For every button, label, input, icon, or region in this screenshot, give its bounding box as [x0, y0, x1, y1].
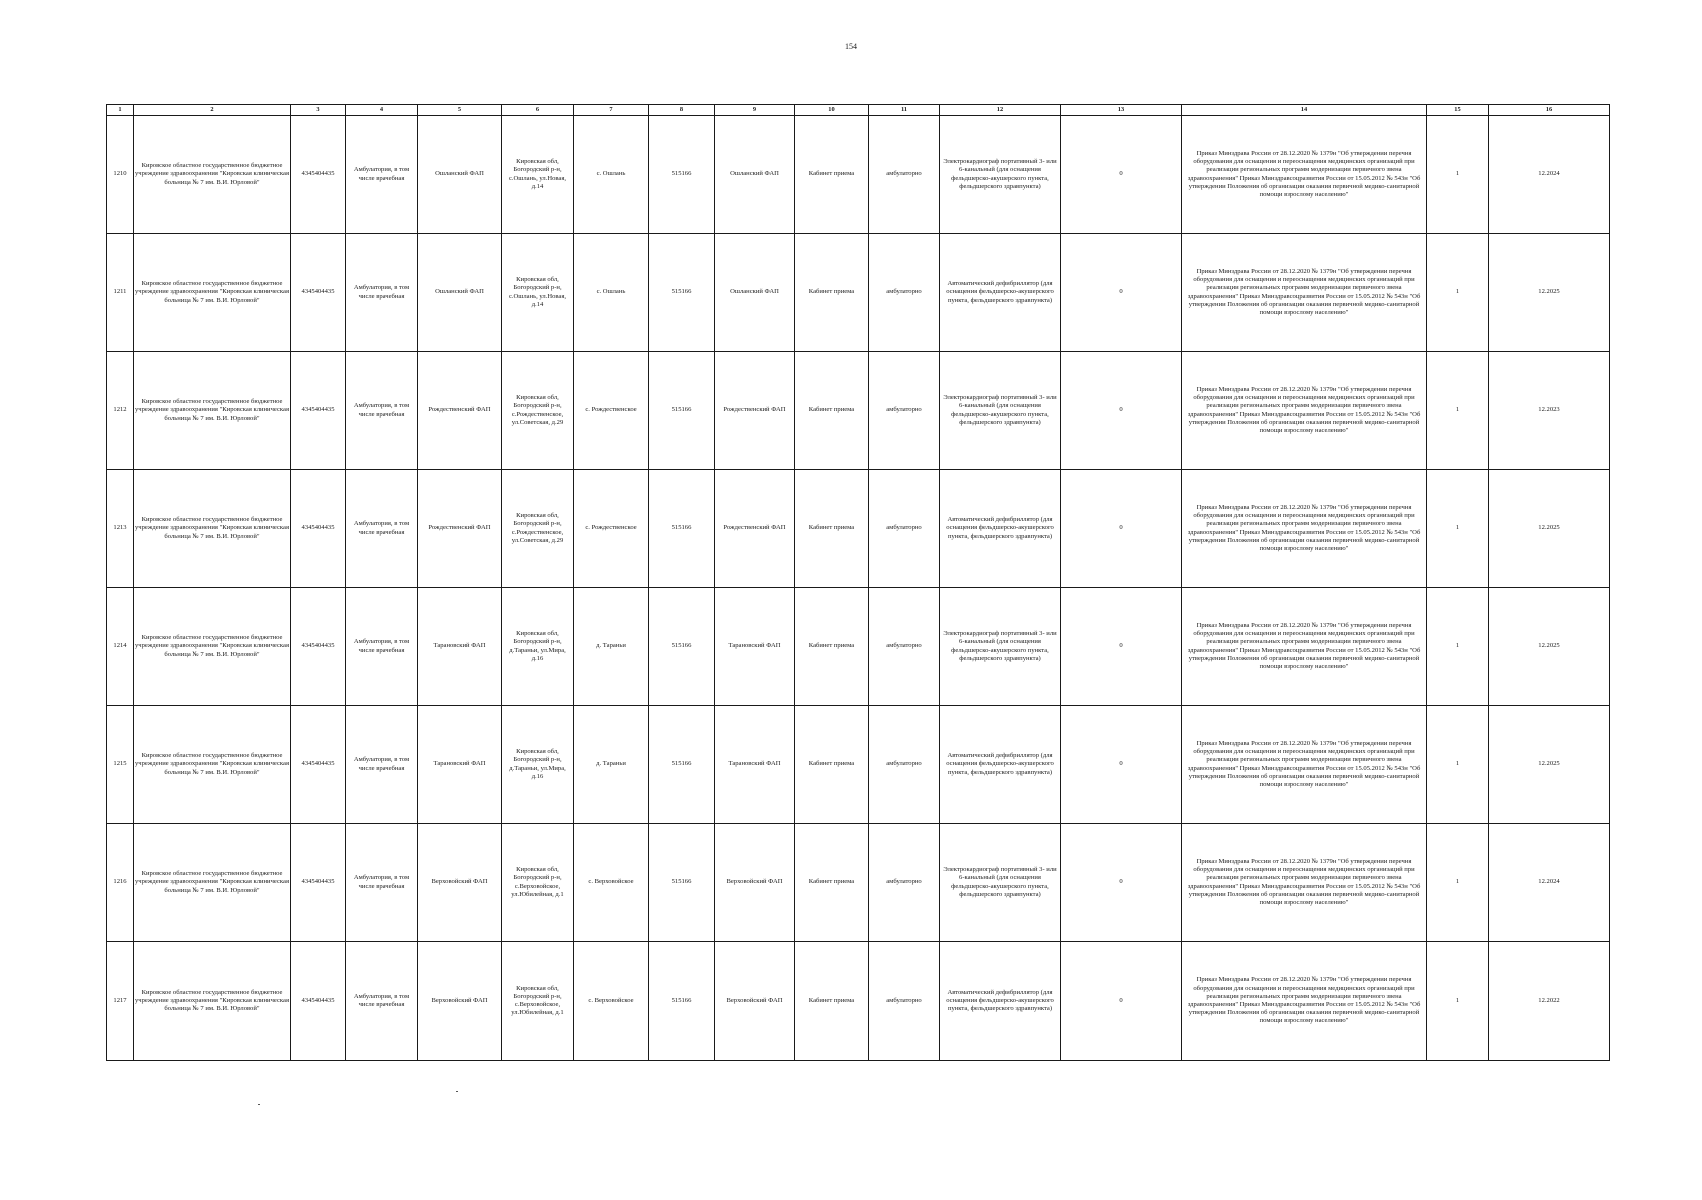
header-cell: 10: [795, 105, 869, 116]
code-cell: 515166: [649, 234, 715, 352]
unit-type-cell: Амбулатория, в том числе врачебная: [346, 588, 418, 706]
code-cell: 515166: [649, 706, 715, 824]
organization-cell: Кировское областное государственное бюджетное учреждение здравоохранения "Кировская клиническая больница № 7 им. В.И. Юрловой": [134, 588, 291, 706]
equipment-registry-table: [106, 104, 1610, 1061]
equipment-cell: Автоматический дефибриллятор (для оснащения фельдшерско-акушерского пункта, фельдшерского здравпункта): [940, 942, 1061, 1061]
header-cell: 16: [1489, 105, 1610, 116]
equipment-cell: Электрокардиограф портативный 3- или 6-канальный (для оснащения фельдшерско-акушерского пункта, фельдшерского здравпункта): [940, 352, 1061, 470]
header-cell: 15: [1427, 105, 1489, 116]
inn-cell: 4345404435: [291, 352, 346, 470]
inn-cell: 4345404435: [291, 706, 346, 824]
table-row: [107, 824, 1610, 942]
required-qty-cell: 1: [1427, 706, 1489, 824]
room-cell: Кабинет приема: [795, 824, 869, 942]
equipment-cell: Электрокардиограф портативный 3- или 6-канальный (для оснащения фельдшерско-акушерского пункта, фельдшерского здравпункта): [940, 588, 1061, 706]
care-form-cell: амбулаторно: [869, 234, 940, 352]
care-form-cell: амбулаторно: [869, 116, 940, 234]
header-cell: 4: [346, 105, 418, 116]
header-cell: 8: [649, 105, 715, 116]
unit-name-cell: Верховойский ФАП: [418, 942, 502, 1061]
legal-basis-cell: Приказ Минздрава России от 28.12.2020 № 1379н "Об утверждении перечня оборудования для оснащения и переоснащения медицинских организаций при реализации региональных программ модернизации первичного звена здравоохранения" Приказ Минздравсоцразвития России от 15.05.2012 № 543н "Об утверждении Положения об организации оказания первичной медико-санитарной помощи взрослому населению": [1182, 824, 1427, 942]
unit-type-cell: Амбулатория, в том числе врачебная: [346, 706, 418, 824]
header-cell: 3: [291, 105, 346, 116]
table-row: [107, 942, 1610, 1061]
inn-cell: 4345404435: [291, 470, 346, 588]
settlement-cell: с. Верховойское: [574, 824, 649, 942]
room-cell: Кабинет приема: [795, 234, 869, 352]
settlement-cell: с. Ошлань: [574, 234, 649, 352]
table-row: [107, 234, 1610, 352]
subdivision-cell: Верховойский ФАП: [715, 942, 795, 1061]
equipment-cell: Автоматический дефибриллятор (для оснащения фельдшерско-акушерского пункта, фельдшерского здравпункта): [940, 470, 1061, 588]
unit-type-cell: Амбулатория, в том числе врачебная: [346, 234, 418, 352]
address-cell: Кировская обл, Богородский р-н, с.Верховойское, ул.Юбилейная, д.1: [502, 824, 574, 942]
organization-cell: Кировское областное государственное бюджетное учреждение здравоохранения "Кировская клиническая больница № 7 им. В.И. Юрловой": [134, 470, 291, 588]
header-row: [107, 105, 1610, 116]
required-qty-cell: 1: [1427, 470, 1489, 588]
code-cell: 515166: [649, 942, 715, 1061]
unit-type-cell: Амбулатория, в том числе врачебная: [346, 352, 418, 470]
row-number-cell: 1210: [107, 116, 134, 234]
required-qty-cell: 1: [1427, 234, 1489, 352]
table-row: [107, 706, 1610, 824]
address-cell: Кировская обл, Богородский р-н, д.Тараньи, ул.Мира, д.16: [502, 588, 574, 706]
legal-basis-cell: Приказ Минздрава России от 28.12.2020 № 1379н "Об утверждении перечня оборудования для оснащения и переоснащения медицинских организаций при реализации региональных программ модернизации первичного звена здравоохранения" Приказ Минздравсоцразвития России от 15.05.2012 № 543н "Об утверждении Положения об организации оказания первичной медико-санитарной помощи взрослому населению": [1182, 234, 1427, 352]
header-cell: 7: [574, 105, 649, 116]
subdivision-cell: Тарановский ФАП: [715, 588, 795, 706]
date-cell: 12.2024: [1489, 116, 1610, 234]
available-qty-cell: 0: [1061, 588, 1182, 706]
address-cell: Кировская обл, Богородский р-н, д.Тараньи, ул.Мира, д.16: [502, 706, 574, 824]
table-row: [107, 588, 1610, 706]
header-cell: 14: [1182, 105, 1427, 116]
header-cell: 1: [107, 105, 134, 116]
legal-basis-cell: Приказ Минздрава России от 28.12.2020 № 1379н "Об утверждении перечня оборудования для оснащения и переоснащения медицинских организаций при реализации региональных программ модернизации первичного звена здравоохранения" Приказ Минздравсоцразвития России от 15.05.2012 № 543н "Об утверждении Положения об организации оказания первичной медико-санитарной помощи взрослому населению": [1182, 706, 1427, 824]
row-number-cell: 1211: [107, 234, 134, 352]
subdivision-cell: Рождественский ФАП: [715, 352, 795, 470]
settlement-cell: с. Рождественское: [574, 352, 649, 470]
organization-cell: Кировское областное государственное бюджетное учреждение здравоохранения "Кировская клиническая больница № 7 им. В.И. Юрловой": [134, 116, 291, 234]
header-cell: 2: [134, 105, 291, 116]
code-cell: 515166: [649, 824, 715, 942]
unit-name-cell: Тарановский ФАП: [418, 706, 502, 824]
date-cell: 12.2023: [1489, 352, 1610, 470]
legal-basis-cell: Приказ Минздрава России от 28.12.2020 № 1379н "Об утверждении перечня оборудования для оснащения и переоснащения медицинских организаций при реализации региональных программ модернизации первичного звена здравоохранения" Приказ Минздравсоцразвития России от 15.05.2012 № 543н "Об утверждении Положения об организации оказания первичной медико-санитарной помощи взрослому населению": [1182, 470, 1427, 588]
care-form-cell: амбулаторно: [869, 824, 940, 942]
header-cell: 11: [869, 105, 940, 116]
header-cell: 9: [715, 105, 795, 116]
unit-name-cell: Рождественский ФАП: [418, 470, 502, 588]
settlement-cell: с. Рождественское: [574, 470, 649, 588]
inn-cell: 4345404435: [291, 116, 346, 234]
subdivision-cell: Верховойский ФАП: [715, 824, 795, 942]
page-number: 154: [845, 42, 857, 51]
care-form-cell: амбулаторно: [869, 470, 940, 588]
required-qty-cell: 1: [1427, 824, 1489, 942]
legal-basis-cell: Приказ Минздрава России от 28.12.2020 № 1379н "Об утверждении перечня оборудования для оснащения и переоснащения медицинских организаций при реализации региональных программ модернизации первичного звена здравоохранения" Приказ Минздравсоцразвития России от 15.05.2012 № 543н "Об утверждении Положения об организации оказания первичной медико-санитарной помощи взрослому населению": [1182, 588, 1427, 706]
date-cell: 12.2025: [1489, 588, 1610, 706]
unit-name-cell: Ошланский ФАП: [418, 116, 502, 234]
table-row: [107, 470, 1610, 588]
available-qty-cell: 0: [1061, 824, 1182, 942]
header-cell: 5: [418, 105, 502, 116]
inn-cell: 4345404435: [291, 234, 346, 352]
row-number-cell: 1215: [107, 706, 134, 824]
unit-name-cell: Тарановский ФАП: [418, 588, 502, 706]
row-number-cell: 1217: [107, 942, 134, 1061]
equipment-cell: Электрокардиограф портативный 3- или 6-канальный (для оснащения фельдшерско-акушерского пункта, фельдшерского здравпункта): [940, 116, 1061, 234]
scan-speck: [258, 1104, 260, 1105]
code-cell: 515166: [649, 352, 715, 470]
legal-basis-cell: Приказ Минздрава России от 28.12.2020 № 1379н "Об утверждении перечня оборудования для оснащения и переоснащения медицинских организаций при реализации региональных программ модернизации первичного звена здравоохранения" Приказ Минздравсоцразвития России от 15.05.2012 № 543н "Об утверждении Положения об организации оказания первичной медико-санитарной помощи взрослому населению": [1182, 942, 1427, 1061]
address-cell: Кировская обл, Богородский р-н, с.Верховойское, ул.Юбилейная, д.1: [502, 942, 574, 1061]
row-number-cell: 1213: [107, 470, 134, 588]
date-cell: 12.2025: [1489, 706, 1610, 824]
unit-name-cell: Рождественский ФАП: [418, 352, 502, 470]
header-cell: 6: [502, 105, 574, 116]
required-qty-cell: 1: [1427, 116, 1489, 234]
available-qty-cell: 0: [1061, 234, 1182, 352]
row-number-cell: 1216: [107, 824, 134, 942]
equipment-cell: Автоматический дефибриллятор (для оснащения фельдшерско-акушерского пункта, фельдшерского здравпункта): [940, 234, 1061, 352]
available-qty-cell: 0: [1061, 352, 1182, 470]
care-form-cell: амбулаторно: [869, 942, 940, 1061]
care-form-cell: амбулаторно: [869, 352, 940, 470]
settlement-cell: с. Верховойское: [574, 942, 649, 1061]
legal-basis-cell: Приказ Минздрава России от 28.12.2020 № 1379н "Об утверждении перечня оборудования для оснащения и переоснащения медицинских организаций при реализации региональных программ модернизации первичного звена здравоохранения" Приказ Минздравсоцразвития России от 15.05.2012 № 543н "Об утверждении Положения об организации оказания первичной медико-санитарной помощи взрослому населению": [1182, 116, 1427, 234]
equipment-cell: Автоматический дефибриллятор (для оснащения фельдшерско-акушерского пункта, фельдшерского здравпункта): [940, 706, 1061, 824]
header-cell: 13: [1061, 105, 1182, 116]
required-qty-cell: 1: [1427, 588, 1489, 706]
code-cell: 515166: [649, 116, 715, 234]
room-cell: Кабинет приема: [795, 352, 869, 470]
subdivision-cell: Ошланский ФАП: [715, 234, 795, 352]
required-qty-cell: 1: [1427, 942, 1489, 1061]
settlement-cell: д. Тараньи: [574, 706, 649, 824]
subdivision-cell: Ошланский ФАП: [715, 116, 795, 234]
room-cell: Кабинет приема: [795, 470, 869, 588]
subdivision-cell: Рождественский ФАП: [715, 470, 795, 588]
organization-cell: Кировское областное государственное бюджетное учреждение здравоохранения "Кировская клиническая больница № 7 им. В.И. Юрловой": [134, 824, 291, 942]
address-cell: Кировская обл, Богородский р-н, с.Рождественское, ул.Советская, д.29: [502, 470, 574, 588]
row-number-cell: 1212: [107, 352, 134, 470]
inn-cell: 4345404435: [291, 588, 346, 706]
unit-name-cell: Ошланский ФАП: [418, 234, 502, 352]
table-row: [107, 352, 1610, 470]
room-cell: Кабинет приема: [795, 942, 869, 1061]
inn-cell: 4345404435: [291, 942, 346, 1061]
unit-type-cell: Амбулатория, в том числе врачебная: [346, 824, 418, 942]
unit-name-cell: Верховойский ФАП: [418, 824, 502, 942]
organization-cell: Кировское областное государственное бюджетное учреждение здравоохранения "Кировская клиническая больница № 7 им. В.И. Юрловой": [134, 352, 291, 470]
room-cell: Кабинет приема: [795, 706, 869, 824]
unit-type-cell: Амбулатория, в том числе врачебная: [346, 116, 418, 234]
table-body: [107, 116, 1610, 1061]
settlement-cell: д. Тараньи: [574, 588, 649, 706]
date-cell: 12.2022: [1489, 942, 1610, 1061]
code-cell: 515166: [649, 470, 715, 588]
care-form-cell: амбулаторно: [869, 706, 940, 824]
table-row: [107, 116, 1610, 234]
date-cell: 12.2025: [1489, 470, 1610, 588]
legal-basis-cell: Приказ Минздрава России от 28.12.2020 № 1379н "Об утверждении перечня оборудования для оснащения и переоснащения медицинских организаций при реализации региональных программ модернизации первичного звена здравоохранения" Приказ Минздравсоцразвития России от 15.05.2012 № 543н "Об утверждении Положения об организации оказания первичной медико-санитарной помощи взрослому населению": [1182, 352, 1427, 470]
inn-cell: 4345404435: [291, 824, 346, 942]
scan-speck: [456, 1091, 458, 1092]
room-cell: Кабинет приема: [795, 588, 869, 706]
address-cell: Кировская обл, Богородский р-н, с.Ошлань, ул.Новая, д.14: [502, 234, 574, 352]
date-cell: 12.2024: [1489, 824, 1610, 942]
address-cell: Кировская обл, Богородский р-н, с.Рождественское, ул.Советская, д.29: [502, 352, 574, 470]
equipment-cell: Электрокардиограф портативный 3- или 6-канальный (для оснащения фельдшерско-акушерского пункта, фельдшерского здравпункта): [940, 824, 1061, 942]
subdivision-cell: Тарановский ФАП: [715, 706, 795, 824]
organization-cell: Кировское областное государственное бюджетное учреждение здравоохранения "Кировская клиническая больница № 7 им. В.И. Юрловой": [134, 942, 291, 1061]
date-cell: 12.2025: [1489, 234, 1610, 352]
available-qty-cell: 0: [1061, 470, 1182, 588]
available-qty-cell: 0: [1061, 116, 1182, 234]
unit-type-cell: Амбулатория, в том числе врачебная: [346, 470, 418, 588]
organization-cell: Кировское областное государственное бюджетное учреждение здравоохранения "Кировская клиническая больница № 7 им. В.И. Юрловой": [134, 706, 291, 824]
available-qty-cell: 0: [1061, 706, 1182, 824]
settlement-cell: с. Ошлань: [574, 116, 649, 234]
available-qty-cell: 0: [1061, 942, 1182, 1061]
room-cell: Кабинет приема: [795, 116, 869, 234]
header-cell: 12: [940, 105, 1061, 116]
required-qty-cell: 1: [1427, 352, 1489, 470]
address-cell: Кировская обл, Богородский р-н, с.Ошлань, ул.Новая, д.14: [502, 116, 574, 234]
organization-cell: Кировское областное государственное бюджетное учреждение здравоохранения "Кировская клиническая больница № 7 им. В.И. Юрловой": [134, 234, 291, 352]
care-form-cell: амбулаторно: [869, 588, 940, 706]
row-number-cell: 1214: [107, 588, 134, 706]
code-cell: 515166: [649, 588, 715, 706]
unit-type-cell: Амбулатория, в том числе врачебная: [346, 942, 418, 1061]
